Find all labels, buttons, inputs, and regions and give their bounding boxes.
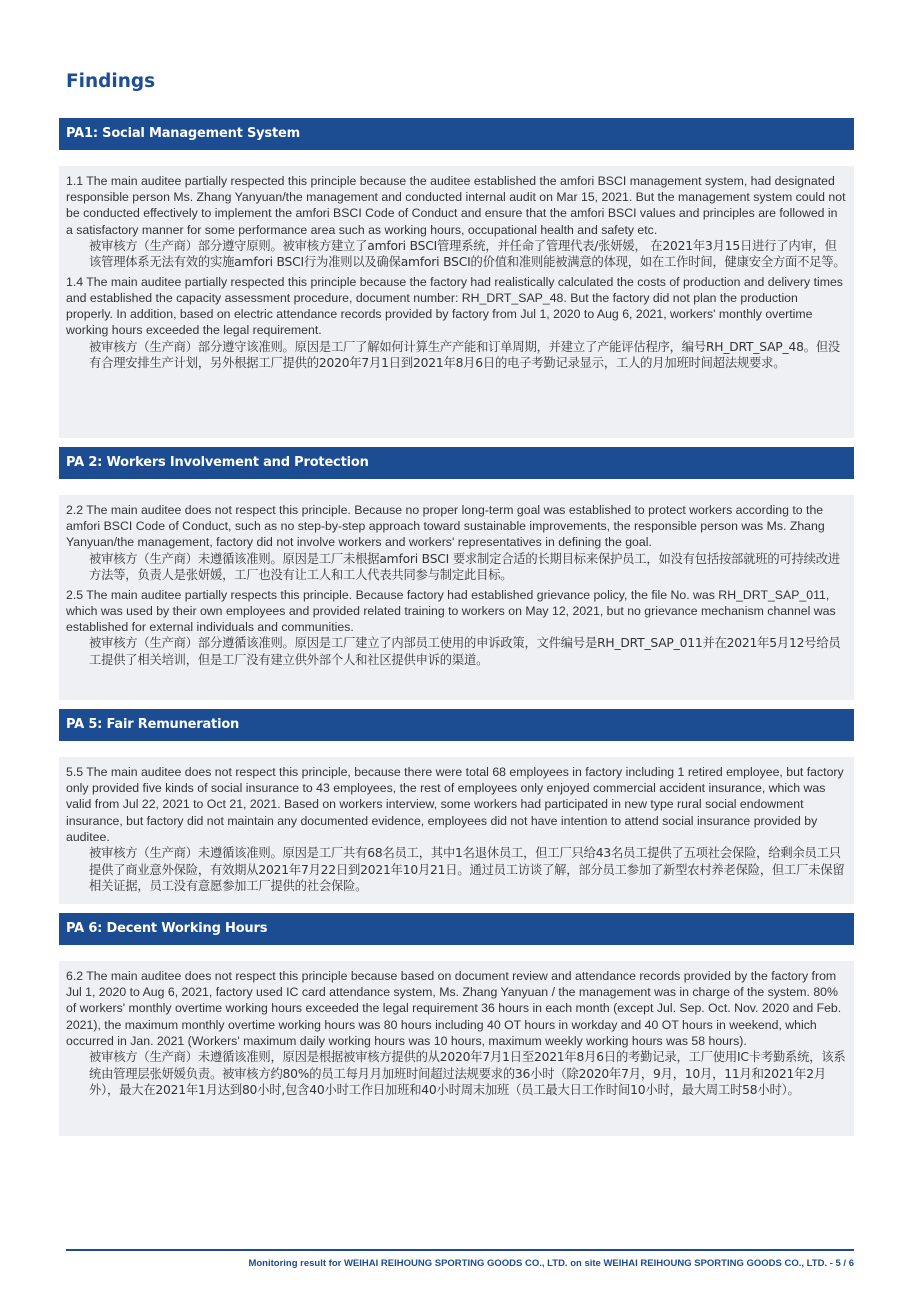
page-footer: Monitoring result for WEIHAI REIHOUNG SPORTING GOODS CO., LTD. on site WEIHAI REIHOUNG SPORTING GOODS CO., LTD. - 5 / 6: [248, 1258, 854, 1269]
finding-text-cn: 被审核方（生产商）部分遵循该准则。原因是工厂建立了内部员工使用的申诉政策，文件编号是RH_DRT_SAP_011并在2021年5月12号给员工提供了相关培训，但是工厂没有建立供外部个人和社区提供申诉的渠道。: [89, 636, 841, 667]
finding-text-en: 2.2 The main auditee does not respect this principle. Because no proper long-term goal was established to protect workers according to the amfori BSCI Code of Conduct, such as no step-by-step approach toward sustainable improvements, the responsible person was Ms. Zhang Yanyuan/the management, factory did not involve workers and workers' representatives in defining the goal.: [66, 503, 825, 550]
finding-text-en: 5.5 The main auditee does not respect this principle, because there were total 68 employees in factory including 1 retired employee, but factory only provided five kinds of social insurance to 43 employees, the rest of employees only enjoyed commercial accident insurance, which was valid from Jul 22, 2021 to Oct 21, 2021. Based on workers interview, some workers had participated in new type rural social endowment insurance, but factory did not maintain any documented evidence, employees did not have intention to attend social insurance provided by auditee.: [66, 765, 844, 844]
section-body-pa5: [59, 757, 854, 904]
section-heading: PA 2: Workers Involvement and Protection: [66, 455, 369, 470]
finding-text-en: 2.5 The main auditee partially respects this principle. Because factory had established grievance policy, the file No. was RH_DRT_SAP_011, which was used by their own employees and provided related training to workers on May 12, 2021, but no grievance mechanism channel was established for external individuals and communities.: [66, 587, 836, 635]
section-heading: PA 6: Decent Working Hours: [66, 921, 268, 936]
finding-text-cn: 被审核方（生产商）部分遵守原则。被审核方建立了amfori BSCI管理系统，并任命了管理代表/张妍媛， 在2021年3月15日进行了内审，但该管理体系无法有效的实施amfori BSCI行为准则以及确保amfori BSCI的价值和准则能被满意的体现，如在工作时间，健康安全方面不足等。: [89, 238, 846, 270]
section-header-pa6: [59, 913, 854, 945]
section-header-pa1: [59, 118, 854, 150]
finding-item: [66, 764, 846, 895]
section-heading: PA1: Social Management System: [66, 126, 300, 141]
finding-text-en: 6.2 The main auditee does not respect this principle because based on document review and attendance records provided by the factory from Jul 1, 2020 to Aug 6, 2021, factory used IC card attendance system, Ms. Zhang Yanyuan / the management was in charge of the system. 80% of workers' monthly overtime working hours exceeded the legal requirement 36 hours in each month (except Jul. Sep. Oct. Nov. 2020 and Feb. 2021), the maximum monthly overtime working hours was 80 hours including 40 OT hours in workday and 40 OT hours in weekend, which occurred in Jan. 2021 (Workers' maximum daily working hours was 10 hours, maximum weekly working hours was 58 hours).: [66, 969, 842, 1048]
finding-text-en: 1.1 The main auditee partially respected this principle because the auditee established the amfori BSCI management system, had designated responsible person Ms. Zhang Yanyuan/the management and conducted internal audit on Mar 15, 2021. But the management system could not be conducted effectively to implement the amfori BSCI Code of Conduct and ensure that the amfori BSCI values and principles are followed in a satisfactory manner for some performance area such as working hours, occupational health and safety etc.: [66, 174, 846, 237]
page-title: Findings: [66, 71, 156, 92]
footer-divider: [66, 1249, 854, 1251]
section-header-pa5: [59, 709, 854, 741]
section-body-pa2: [59, 495, 854, 700]
section-body-pa1: [59, 166, 854, 438]
finding-item: [66, 173, 846, 271]
finding-item: [66, 587, 846, 669]
finding-item: [66, 274, 846, 372]
section-body-pa6: [59, 961, 854, 1136]
finding-text-cn: 被审核方（生产商）未遵循该准则，原因是根据被审核方提供的从2020年7月1日至2021年8月6日的考勤记录，工厂使用IC卡考勤系统，该系统由管理层张妍媛负责。被审核方约80%的员工每月月加班时间超过法规要求的36小时（除2020年7月，9月，10月，11月和2021年2月外），最大在2021年1月达到80小时,包含40小时工作日加班和40小时周末加班（员工最大日工作时间10小时，最大周工时58小时）。: [89, 1050, 846, 1098]
finding-text-cn: 被审核方（生产商）部分遵守该准则。原因是工厂了解如何计算生产产能和订单周期，并建立了产能评估程序，编号RH_DRT_SAP_48。但没有合理安排生产计划，另外根据工厂提供的2020年7月1日到2021年8月6日的电子考勤记录显示，工人的月加班时间超法规要求。: [89, 339, 841, 371]
finding-text-cn: 被审核方（生产商）未遵循该准则。原因是工厂共有68名员工，其中1名退休员工，但工厂只给43名员工提供了五项社会保险，给剩余员工只提供了商业意外保险，有效期从2021年7月22日到2021年10月21日。通过员工访谈了解，部分员工参加了新型农村养老保险，但工厂未保留相关证据，员工没有意愿参加工厂提供的社会保险。: [89, 846, 845, 894]
finding-text-cn: 被审核方（生产商）未遵循该准则。原因是工厂未根据amfori BSCI 要求制定合适的长期目标来保护员工，如没有包括按部就班的可持续改进方法等，负责人是张妍媛，工厂也没有让工人和工人代表共同参与制定此目标。: [89, 551, 840, 583]
finding-text-en: 1.4 The main auditee partially respected this principle because the factory had realistically calculated the costs of production and delivery times and established the capacity assessment procedure, document number: RH_DRT_SAP_48. But the factory did not plan the production properly. In addition, based on electric attendance records provided by factory from Jul 1, 2020 to Aug 6, 2021, workers' monthly overtime working hours exceeded the legal requirement.: [66, 274, 843, 338]
finding-item: [66, 502, 846, 584]
finding-item: [66, 968, 846, 1099]
section-heading: PA 5: Fair Remuneration: [66, 717, 240, 732]
section-header-pa2: [59, 447, 854, 479]
